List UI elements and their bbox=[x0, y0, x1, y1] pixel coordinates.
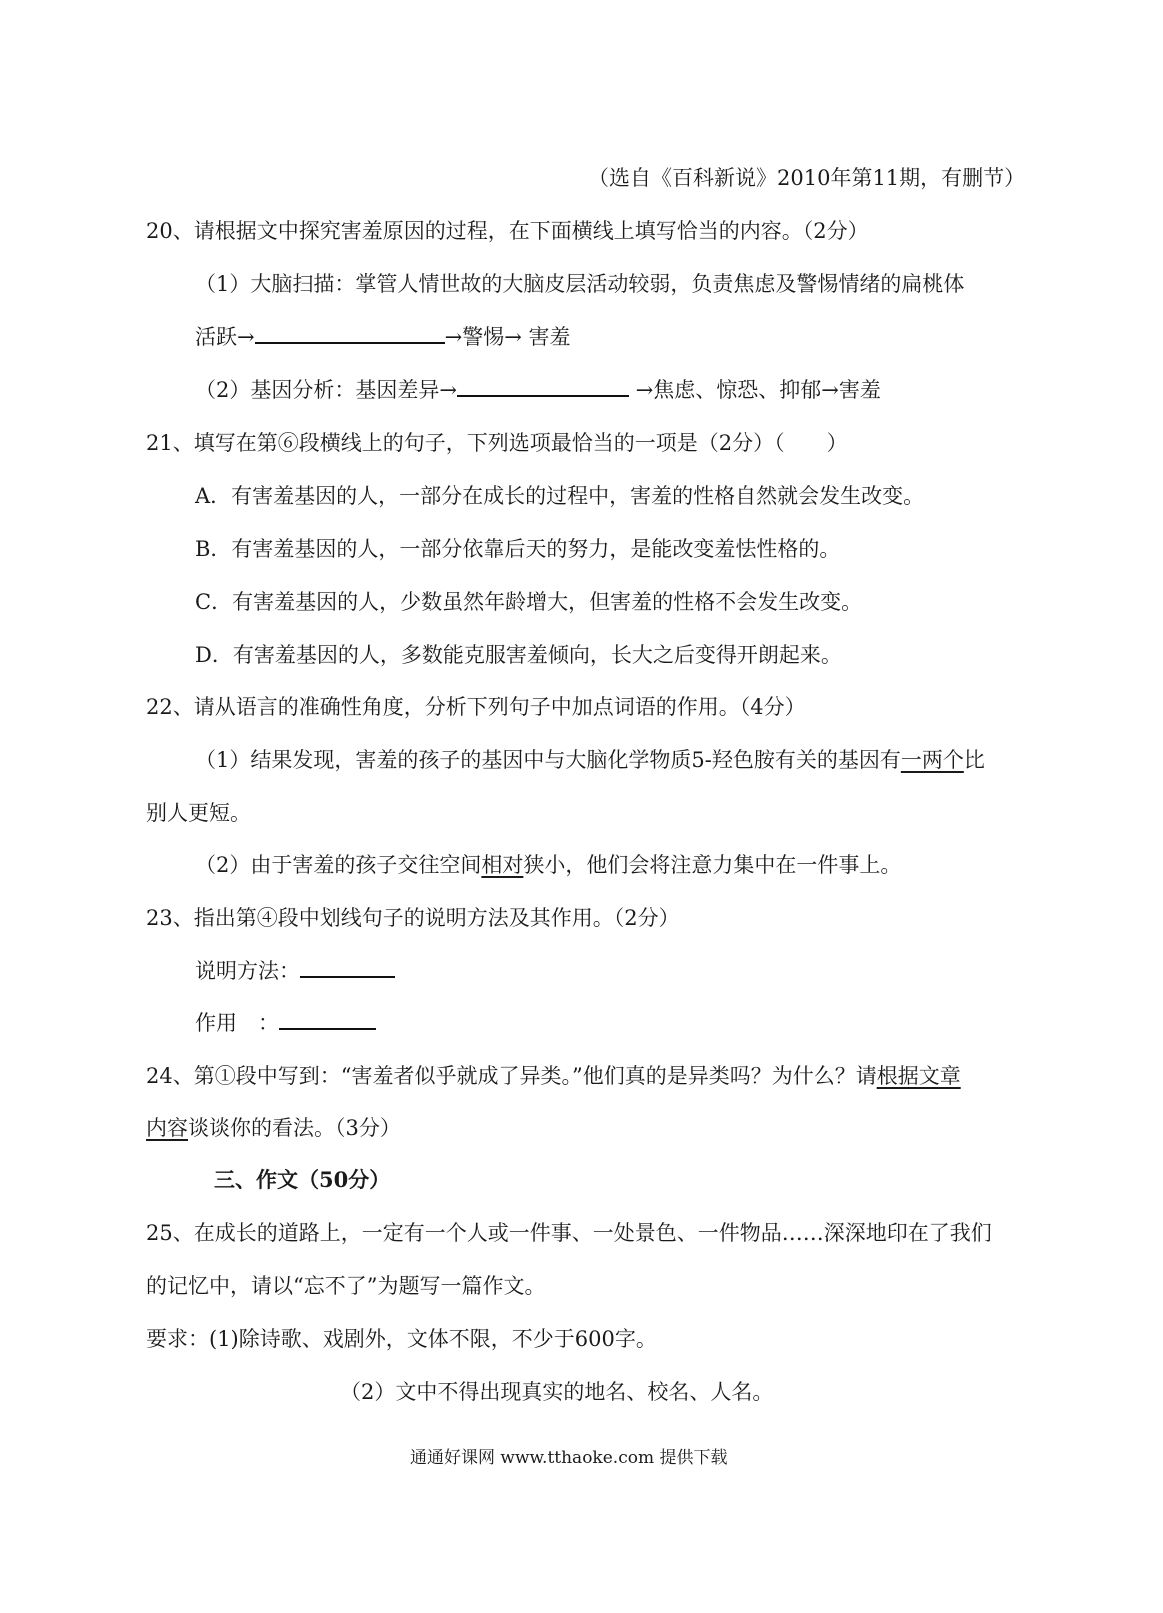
q20-item1-prefix: 活跃→ bbox=[195, 325, 255, 349]
q22-sentence1 bbox=[195, 746, 985, 774]
q22-sentence1-cont: 别人更短。 bbox=[146, 801, 251, 825]
q22-sentence2 bbox=[195, 851, 901, 879]
q21-prompt: 21、填写在第⑥段横线上的句子，下列选项最恰当的一项是（2分）（ ） bbox=[146, 431, 848, 455]
q24-line1-pre: 24、第①段中写到：“害羞者似乎就成了异类。”他们真的是异类吗？为什么？请 bbox=[146, 1064, 877, 1088]
q20-item2-suffix: →焦虑、惊恐、抑郁→害羞 bbox=[628, 378, 881, 402]
q22-s1-marked-word: 一两个 bbox=[900, 748, 964, 772]
q20-blank-2[interactable] bbox=[457, 377, 629, 397]
q24-underlined-1: 根据文章 bbox=[876, 1064, 961, 1088]
q22-s2-marked-word: 相对 bbox=[481, 853, 524, 877]
q23-method-label: 说明方法： bbox=[195, 959, 300, 983]
q20-item2-prefix: （2）基因分析：基因差异→ bbox=[195, 378, 457, 402]
q22-s1-pre: （1）结果发现，害羞的孩子的基因中与大脑化学物质5-羟色胺有关的基因有 bbox=[195, 748, 901, 772]
q23-method-blank[interactable] bbox=[300, 958, 395, 978]
q24-line1 bbox=[146, 1062, 961, 1090]
q25-requirement-1: 要求：(1)除诗歌、戏剧外，文体不限，不少于600字。 bbox=[146, 1327, 657, 1351]
q22-prompt: 22、请从语言的准确性角度，分析下列句子中加点词语的作用。（4分） bbox=[146, 695, 806, 719]
footer-credit: 通通好课网 www.tthaoke.com 提供下载 bbox=[410, 1448, 728, 1468]
q25-line1: 25、在成长的道路上，一定有一个人或一件事、一处景色、一件物品……深深地印在了我们 bbox=[146, 1221, 992, 1245]
q20-blank-1[interactable] bbox=[255, 324, 445, 344]
section-3-title: 三、作文（50分） bbox=[214, 1167, 391, 1192]
q20-item1-line1: （1）大脑扫描：掌管人情世故的大脑皮层活动较弱，负责焦虑及警惕情绪的扁桃体 bbox=[195, 272, 965, 296]
q20-item2 bbox=[195, 376, 881, 404]
q22-s1-post: 比 bbox=[963, 748, 985, 772]
q21-option-b: B．有害羞基因的人，一部分依靠后天的努力，是能改变羞怯性格的。 bbox=[195, 537, 841, 561]
q20-prompt: 20、请根据文中探究害羞原因的过程，在下面横线上填写恰当的内容。（2分） bbox=[146, 219, 869, 243]
q22-s2-post: 狭小，他们会将注意力集中在一件事上。 bbox=[523, 853, 902, 877]
q23-method-row bbox=[195, 957, 395, 985]
q22-s2-pre: （2）由于害羞的孩子交往空间 bbox=[195, 853, 482, 877]
q24-underlined-2: 内容 bbox=[146, 1116, 188, 1140]
q21-option-c: C．有害羞基因的人，少数虽然年龄增大，但害羞的性格不会发生改变。 bbox=[195, 590, 863, 614]
q24-line2 bbox=[146, 1114, 401, 1142]
q21-option-a: A．有害羞基因的人，一部分在成长的过程中，害羞的性格自然就会发生改变。 bbox=[195, 484, 925, 508]
q23-effect-blank[interactable] bbox=[279, 1010, 376, 1030]
q20-item1-middle: →警惕→ bbox=[444, 325, 522, 349]
q24-line2-post: 谈谈你的看法。（3分） bbox=[188, 1116, 401, 1140]
q20-item1-line2 bbox=[195, 323, 571, 351]
q25-requirement-2: （2）文中不得出现真实的地名、校名、人名。 bbox=[340, 1380, 774, 1404]
q23-effect-row bbox=[195, 1009, 376, 1037]
q23-prompt: 23、指出第④段中划线句子的说明方法及其作用。（2分） bbox=[146, 906, 680, 930]
source-citation: （选自《百科新说》2010年第11期，有删节） bbox=[588, 166, 1026, 190]
q25-line2: 的记忆中，请以“忘不了”为题写一篇作文。 bbox=[146, 1274, 546, 1298]
q23-effect-label: 作用 ： bbox=[195, 1011, 279, 1035]
q20-item1-suffix: 害羞 bbox=[521, 325, 571, 349]
q21-option-d: D．有害羞基因的人，多数能克服害羞倾向，长大之后变得开朗起来。 bbox=[195, 643, 842, 667]
